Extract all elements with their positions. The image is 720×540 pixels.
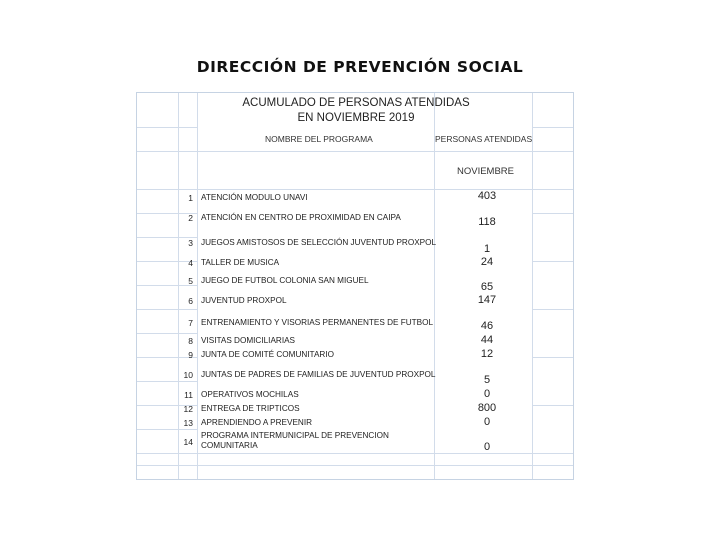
program-name: JUNTA DE COMITÉ COMUNITARIO — [201, 350, 334, 359]
row-number: 12 — [183, 404, 193, 414]
row-number: 11 — [184, 390, 193, 400]
attended-value: 44 — [480, 334, 494, 346]
subtitle: EN NOVIEMBRE 2019 — [297, 112, 415, 124]
spreadsheet — [136, 92, 574, 480]
row-number: 9 — [188, 350, 193, 360]
row-number: 2 — [188, 213, 193, 223]
grid-line — [137, 127, 197, 128]
attended-value: 0 — [483, 416, 491, 428]
attended-value: 24 — [480, 256, 494, 268]
attended-value: 147 — [477, 294, 497, 306]
row-number: 3 — [188, 238, 193, 248]
program-column-header: NOMBRE DEL PROGRAMA — [265, 134, 373, 144]
grid-line — [532, 261, 573, 262]
row-number: 8 — [188, 336, 193, 346]
program-name: VISITAS DOMICILIARIAS — [201, 336, 296, 345]
program-name: ENTRENAMIENTO Y VISORIAS PERMANENTES DE FUTBOL — [201, 318, 434, 327]
grid-line — [532, 309, 573, 310]
row-number: 14 — [183, 437, 193, 447]
attended-value: 0 — [483, 388, 491, 400]
row-number: 7 — [188, 318, 193, 328]
grid-line — [532, 213, 573, 214]
grid-line — [137, 453, 573, 454]
attended-value: 46 — [480, 320, 494, 332]
grid-line — [137, 333, 197, 334]
row-number: 4 — [188, 258, 193, 268]
program-name: ATENCIÓN MODULO UNAVI — [201, 193, 308, 202]
grid-line — [532, 127, 573, 128]
subtitle: ACUMULADO DE PERSONAS ATENDIDAS — [242, 97, 470, 109]
grid-line — [137, 429, 197, 430]
month-column-header: NOVIEMBRE — [457, 166, 515, 177]
page-title: DIRECCIÓN DE PREVENCIÓN SOCIAL — [196, 58, 524, 76]
attended-value: 12 — [480, 348, 494, 360]
grid-line — [137, 309, 197, 310]
grid-line — [532, 405, 573, 406]
program-name: JUNTAS DE PADRES DE FAMILIAS DE JUVENTUD PROXPOL — [201, 370, 436, 379]
grid-line — [137, 381, 197, 382]
attended-value: 118 — [478, 216, 496, 228]
row-number: 10 — [183, 370, 193, 380]
program-name: APRENDIENDO A PREVENIR — [201, 418, 313, 427]
program-name: JUEGOS AMISTOSOS DE SELECCIÓN JUVENTUD PROXPOL — [201, 238, 437, 247]
row-number: 13 — [183, 418, 193, 428]
program-name: PROGRAMA INTERMUNICIPAL DE PREVENCION COMUNITARIA — [201, 431, 389, 450]
program-name: JUEGO DE FUTBOL COLONIA SAN MIGUEL — [201, 276, 369, 285]
program-name: TALLER DE MUSICA — [201, 258, 280, 267]
attended-value: 800 — [477, 402, 497, 414]
attended-value: 403 — [477, 190, 497, 202]
program-name: ENTREGA DE TRIPTICOS — [201, 404, 300, 413]
grid-line — [137, 465, 573, 466]
row-number: 5 — [188, 276, 193, 286]
attended-value: 65 — [480, 281, 494, 293]
grid-line — [532, 357, 573, 358]
grid-line — [137, 151, 573, 152]
people-column-header: PERSONAS ATENDIDAS — [435, 134, 533, 144]
attended-value: 1 — [483, 243, 491, 255]
row-number: 1 — [188, 193, 193, 203]
row-number: 6 — [188, 296, 193, 306]
program-name: OPERATIVOS MOCHILAS — [201, 390, 299, 399]
attended-value: 5 — [483, 374, 491, 386]
program-name: JUVENTUD PROXPOL — [201, 296, 287, 305]
program-name: ATENCIÓN EN CENTRO DE PROXIMIDAD EN CAIPA — [201, 213, 401, 222]
attended-value: 0 — [483, 441, 491, 453]
